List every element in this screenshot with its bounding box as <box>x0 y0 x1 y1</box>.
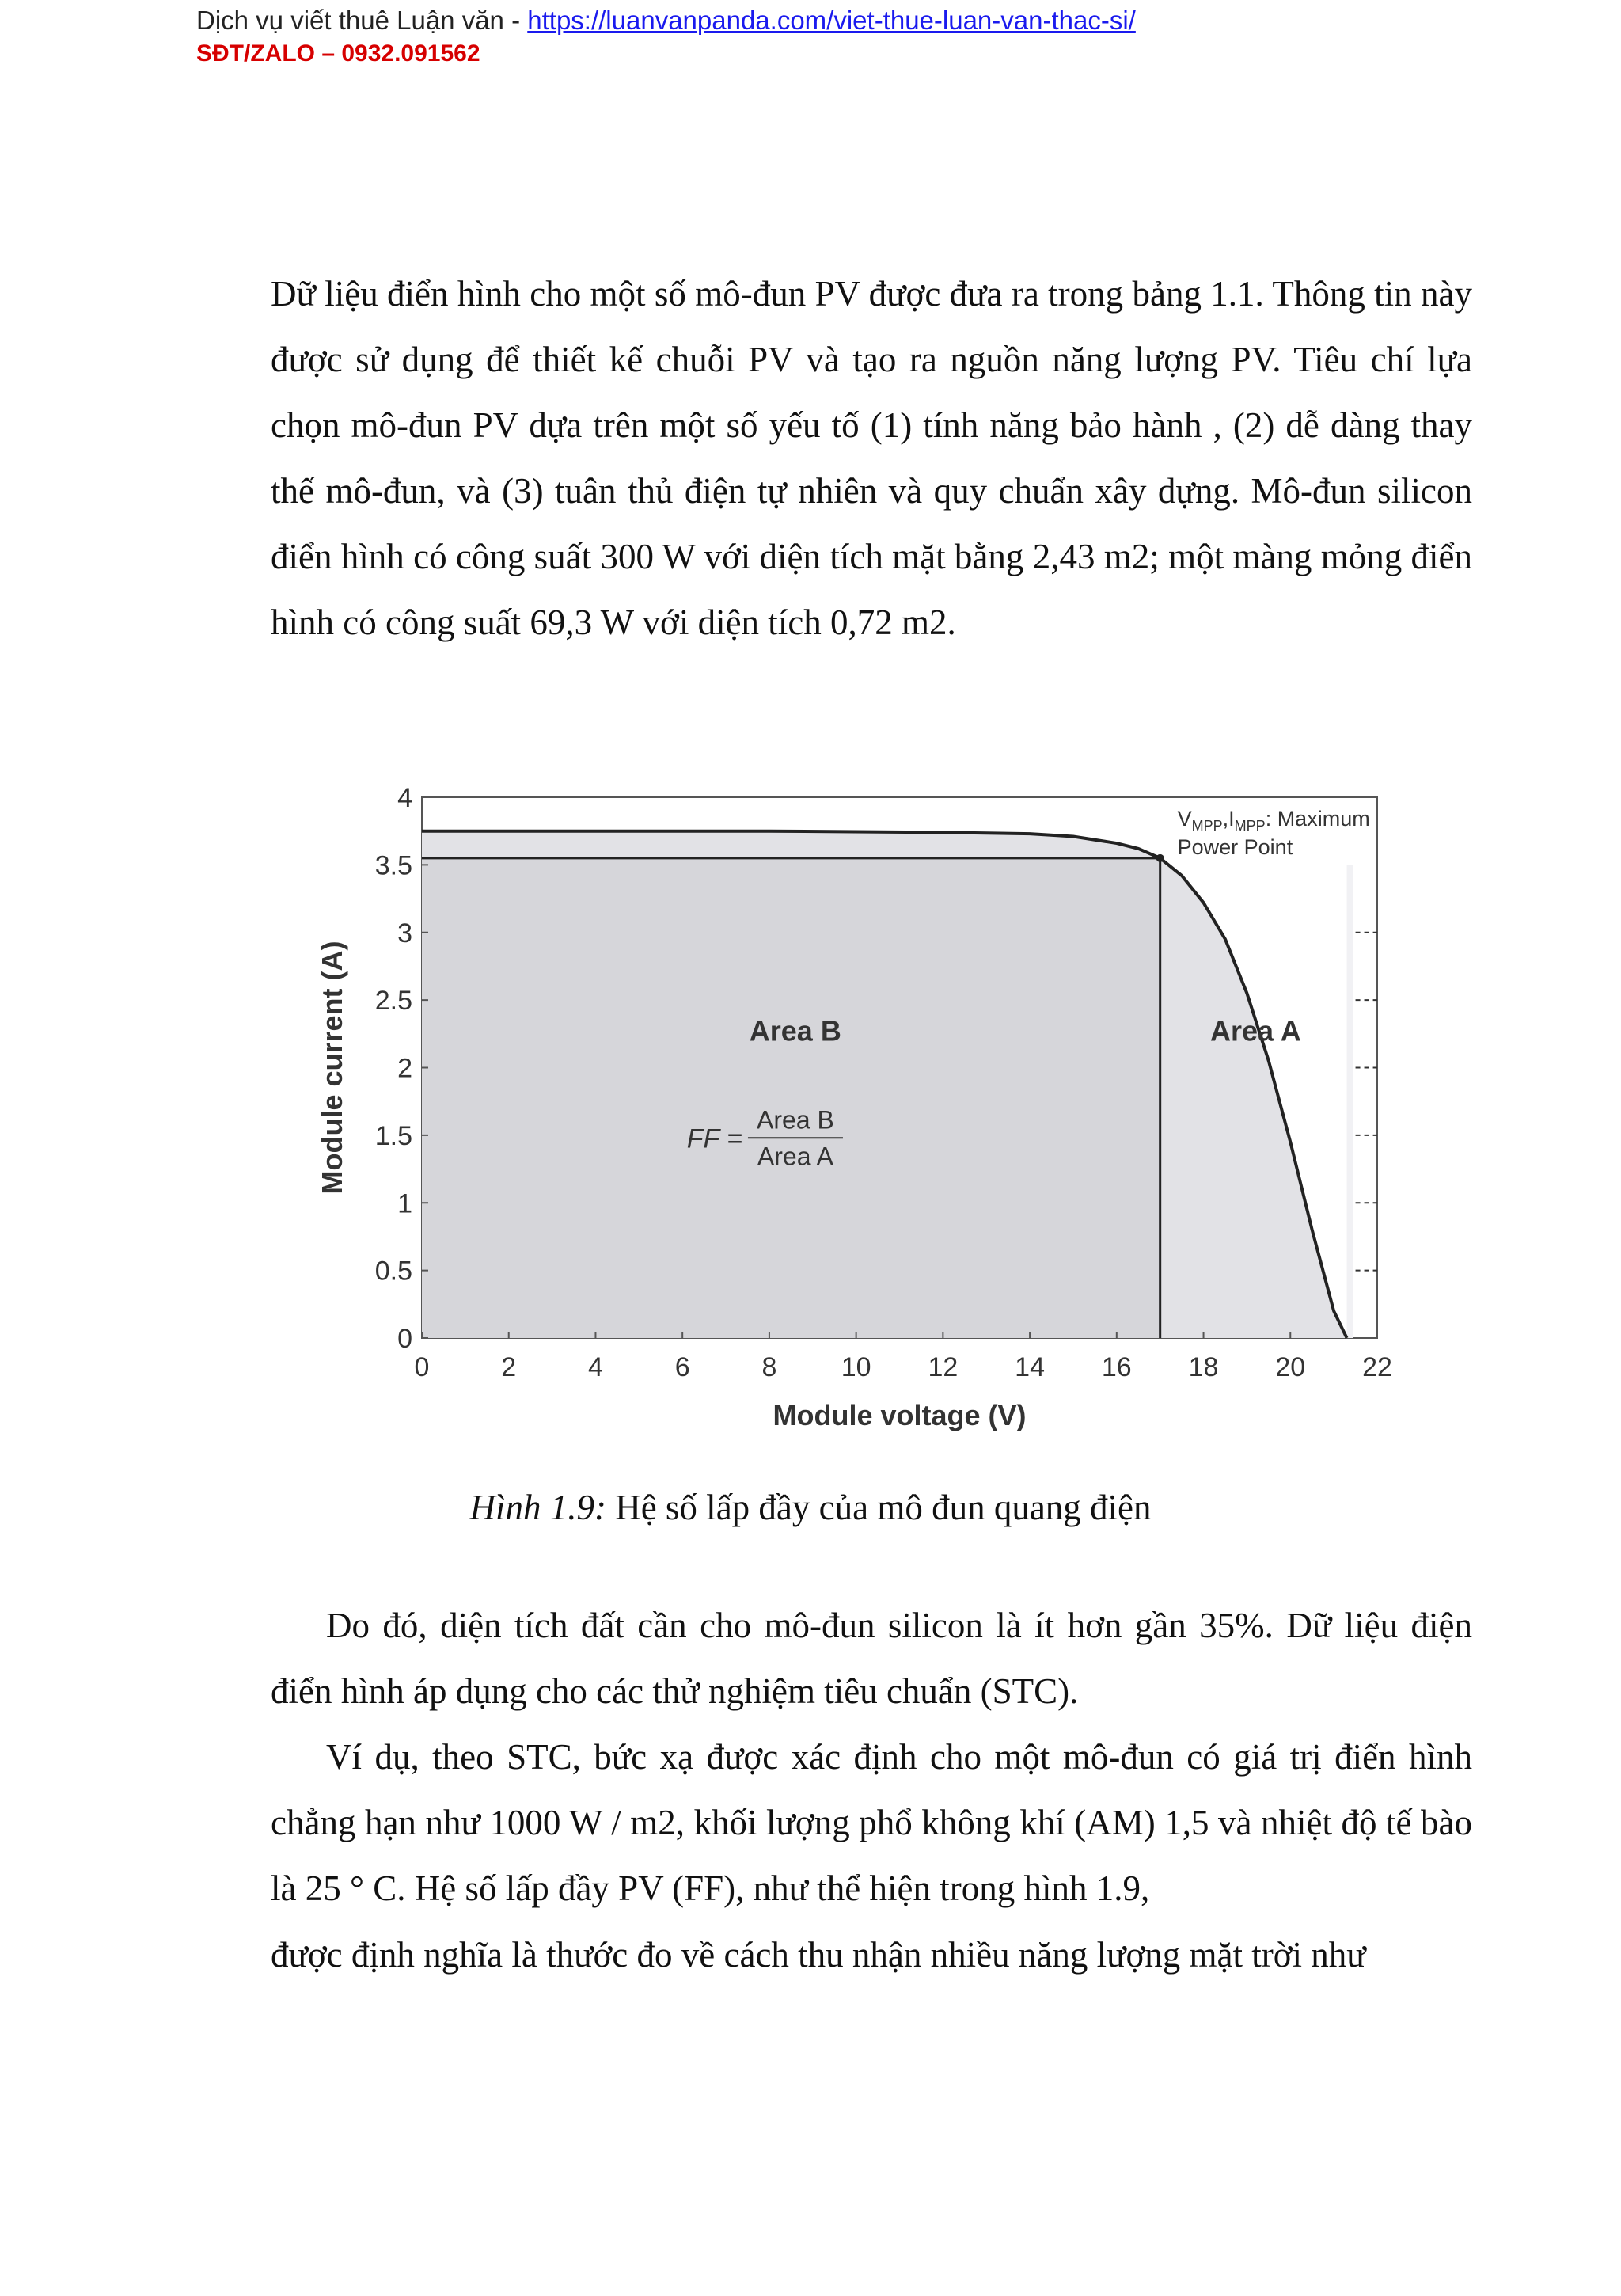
page-header <box>196 3 1136 70</box>
y-tick-label-1: 0.5 <box>374 1256 412 1287</box>
fill-factor-chart <box>301 784 1409 1441</box>
paragraph-1: Dữ liệu điển hình cho một số mô-đun PV được đưa ra trong bảng 1.1. Thông tin này được sử dụng để thiết kế chuỗi PV và tạo ra nguồn năng lượng PV. Tiêu chí lựa chọn mô-đun PV dựa trên một số yếu tố (1) tính năng bảo hành , (2) dễ dàng thay thế mô-đun, và (3) tuân thủ điện tự nhiên và quy chuẩn xây dựng. Mô-đun silicon điển hình có công suất 300 W với diện tích mặt bằng 2,43 m2; một màng mỏng điển hình có công suất 69,3 W với diện tích 0,72 m2. <box>271 274 1472 642</box>
y-tick-label-0: 0 <box>397 1324 412 1354</box>
y-tick-label-8: 4 <box>397 784 412 813</box>
header-phone: SĐT/ZALO – 0932.091562 <box>196 40 480 67</box>
mpp-label-line1: $V_{MPP},I_{MPP}$: Maximum <box>1177 806 1370 834</box>
y-tick-label-2: 1 <box>397 1188 412 1219</box>
caption-label: Hình 1.9: <box>469 1488 606 1527</box>
x-tick-label-6: 12 <box>928 1352 959 1382</box>
x-tick-label-5: 10 <box>841 1352 871 1382</box>
x-tick-label-2: 4 <box>587 1352 603 1382</box>
paragraph-3: Ví dụ, theo STC, bức xạ được xác định cho một mô-đun có giá trị điển hình chẳng hạn như 1000 W / m2, khối lượng phổ không khí (AM) 1,5 và nhiệt độ tế bào là 25 ° C. Hệ số lấp đầy PV (FF), như thể hiện trong hình 1.9, <box>271 1737 1472 1908</box>
voc-band <box>1347 865 1353 1338</box>
x-tick-label-7: 14 <box>1015 1352 1046 1382</box>
y-tick-label-5: 2.5 <box>374 986 412 1017</box>
x-tick-label-0: 0 <box>414 1352 430 1382</box>
x-tick-label-9: 18 <box>1188 1352 1219 1382</box>
paragraph-2: Do đó, diện tích đất cần cho mô-đun silicon là ít hơn gần 35%. Dữ liệu điện điển hình áp dụng cho các thử nghiệm tiêu chuẩn (STC). <box>271 1606 1472 1711</box>
y-tick-label-7: 3.5 <box>374 850 412 881</box>
caption-text: Hệ số lấp đầy của mô đun quang điện <box>606 1488 1152 1527</box>
x-tick-label-11: 22 <box>1362 1352 1392 1382</box>
ff-label: FF = <box>686 1123 742 1154</box>
y-tick-label-6: 3 <box>397 918 412 948</box>
header-service-line <box>196 3 1136 38</box>
y-tick-label-4: 2 <box>397 1053 412 1084</box>
x-tick-label-4: 8 <box>761 1352 777 1382</box>
paragraph-4: được định nghĩa là thước đo về cách thu nhận nhiều năng lượng mặt trời như <box>271 1935 1366 1975</box>
area-b-region <box>422 858 1160 1338</box>
mpp-label-line2: Power Point <box>1177 834 1293 859</box>
x-axis-title: Module voltage (V) <box>773 1399 1027 1431</box>
ff-denominator: Area A <box>757 1142 833 1171</box>
figure-fill-factor <box>301 784 1409 1441</box>
x-tick-label-1: 2 <box>501 1352 517 1382</box>
ff-numerator: Area B <box>757 1105 834 1135</box>
y-tick-label-3: 1.5 <box>374 1120 412 1151</box>
figure-caption <box>0 1484 1621 1531</box>
header-service-text: Dịch vụ viết thuê Luận văn - <box>196 6 528 35</box>
x-tick-label-10: 20 <box>1275 1352 1306 1382</box>
header-link[interactable]: https://luanvanpanda.com/viet-thue-luan-van-thac-si/ <box>527 6 1136 35</box>
x-tick-label-8: 16 <box>1101 1352 1132 1382</box>
area-b-label: Area B <box>749 1014 841 1047</box>
mpp-point <box>1156 854 1164 862</box>
y-axis-title: Module current (A) <box>316 941 348 1195</box>
x-tick-label-3: 6 <box>674 1352 690 1382</box>
area-a-label: Area A <box>1210 1014 1301 1047</box>
